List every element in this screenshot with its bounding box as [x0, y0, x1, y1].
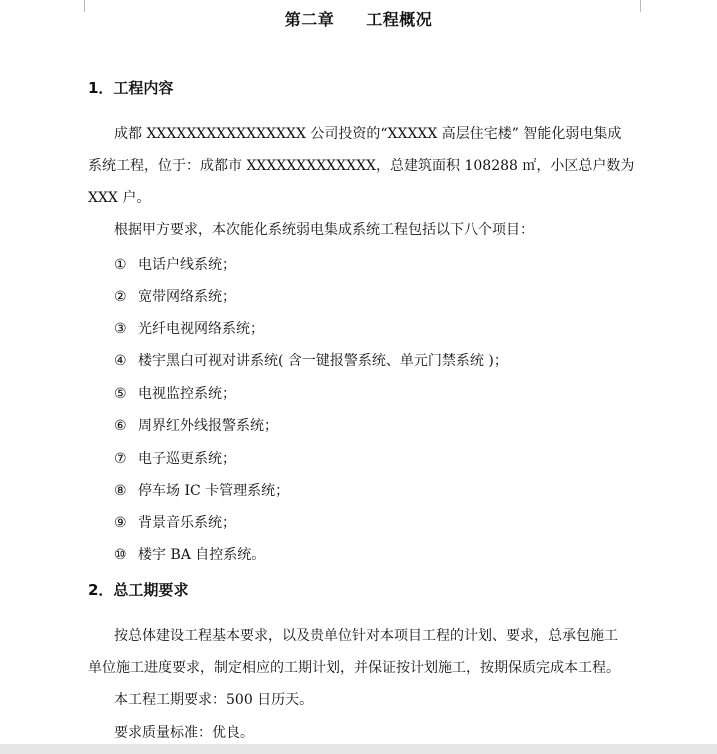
list-item-text: 电视监控系统； [138, 386, 236, 402]
section-1-paragraph-1-line-1: 成都 XXXXXXXXXXXXXXXX 公司投资的“XXXXX 高层住宅楼” 智能化弱电集成 [114, 126, 622, 142]
section-1-paragraph-1-line-3: XXX 户。 [88, 190, 151, 206]
list-item-text: 光纤电视网络系统； [138, 321, 264, 337]
list-item [114, 286, 236, 306]
construction-period: 本工程工期要求：500 日历天。 [114, 692, 314, 708]
section-2-paragraph-1-line-2: 单位施工进度要求，制定相应的工期计划，并保证按计划施工，按期保质完成本工程。 [88, 660, 620, 676]
page-bottom-edge [0, 744, 717, 754]
list-item-number: ⑩ [114, 547, 127, 563]
list-item-number: ⑤ [114, 386, 127, 402]
list-item [114, 544, 265, 564]
list-item-text: 电子巡更系统； [138, 451, 236, 467]
list-item-number: ③ [114, 321, 127, 337]
section-1-paragraph-1-line-2: 系统工程，位于：成都市 XXXXXXXXXXXXX，总建筑面积 108288 ㎡，小区总户数为 [88, 158, 635, 174]
section-1-heading: 1．工程内容 [88, 79, 174, 97]
list-item-text: 楼宇 BA 自控系统。 [138, 547, 266, 563]
list-item-number: ⑧ [114, 483, 127, 499]
list-item-text: 楼宇黑白可视对讲系统( 含一键报警系统、单元门禁系统 )； [138, 353, 508, 369]
list-item-number: ⑨ [114, 515, 127, 531]
chapter-number: 第二章 [284, 10, 335, 29]
list-item-number: ② [114, 289, 127, 305]
list-item-text: 电话户线系统； [138, 257, 236, 273]
section-2-heading: 2．总工期要求 [88, 581, 189, 599]
chapter-title [0, 7, 717, 30]
list-item-number: ⑥ [114, 418, 127, 434]
list-item-text: 周界红外线报警系统； [138, 418, 278, 434]
list-item-text: 停车场 IC 卡管理系统； [138, 483, 290, 499]
chapter-name: 工程概况 [366, 10, 433, 29]
list-item [114, 254, 236, 274]
quality-standard: 要求质量标准：优良。 [114, 725, 254, 741]
list-item-number: ① [114, 257, 127, 273]
list-item [114, 448, 236, 468]
list-item [114, 480, 289, 500]
section-1-paragraph-2: 根据甲方要求，本次能化系统弱电集成系统工程包括以下八个项目： [114, 222, 534, 238]
list-item [114, 318, 264, 338]
list-item-number: ⑦ [114, 451, 127, 467]
list-item [114, 383, 236, 403]
list-item-text: 宽带网络系统； [138, 289, 236, 305]
list-item-number: ④ [114, 353, 127, 369]
list-item [114, 415, 278, 435]
list-item [114, 350, 508, 370]
list-item [114, 512, 236, 532]
section-2-paragraph-1-line-1: 按总体建设工程基本要求，以及贵单位针对本项目工程的计划、要求，总承包施工 [114, 628, 618, 644]
list-item-text: 背景音乐系统； [138, 515, 236, 531]
